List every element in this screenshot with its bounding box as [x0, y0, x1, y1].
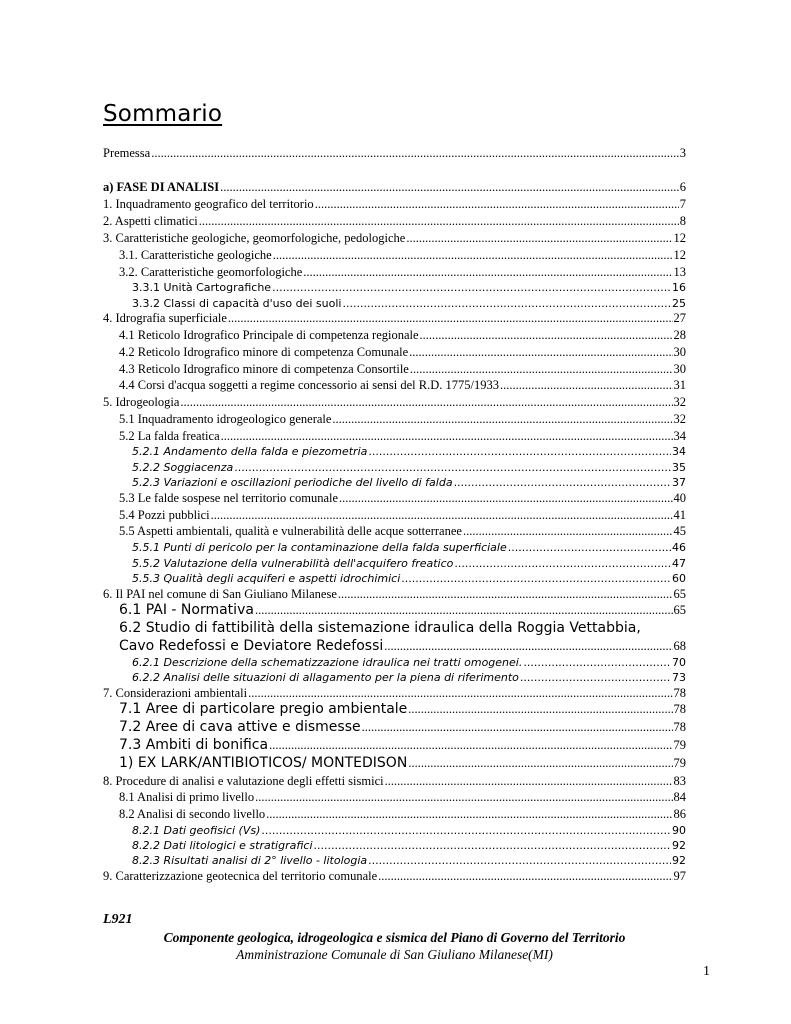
toc-entry-label: 6.2.1 Descrizione della schematizzazione idraulica nei tratti omogenei. [132, 656, 523, 669]
toc-dot-leader [520, 671, 671, 684]
toc-dot-leader [338, 587, 673, 602]
toc-entry-page: 84 [673, 790, 686, 804]
document-title: Sommario [103, 101, 223, 127]
toc-entry-page: 13 [673, 265, 686, 279]
toc-entry[interactable] [119, 412, 686, 427]
toc-entry-label: Premessa [103, 146, 151, 160]
toc-dot-leader [500, 378, 673, 393]
toc-dot-leader [255, 603, 673, 618]
toc-entry[interactable] [132, 839, 686, 852]
toc-entry[interactable] [103, 395, 686, 410]
toc-entry-page: 12 [673, 231, 686, 245]
toc-entry[interactable] [119, 362, 686, 377]
toc-entry-label: 5.2.2 Soggiacenza [132, 461, 234, 474]
toc-dot-leader [409, 345, 672, 360]
toc-entry-label: 8.2 Analisi di secondo livello [119, 807, 266, 821]
toc-dot-leader [221, 429, 673, 444]
toc-dot-leader [454, 476, 671, 489]
toc-entry-page: 7 [679, 197, 686, 211]
toc-dot-leader [368, 854, 671, 867]
toc-entry-label: 4.2 Reticolo Idrografico minore di competenza Comunale [119, 345, 409, 359]
toc-entry[interactable] [103, 180, 686, 195]
toc-entry-page: 34 [673, 429, 686, 443]
toc-entry[interactable] [103, 214, 686, 229]
toc-entry-page: 12 [673, 248, 686, 262]
toc-entry[interactable] [103, 311, 686, 326]
toc-entry-label: 5.2.1 Andamento della falda e piezometria [132, 445, 368, 458]
toc-dot-leader [420, 328, 673, 343]
toc-dot-leader [408, 756, 672, 771]
toc-entry-label: 4.1 Reticolo Idrografico Principale di competenza regionale [119, 328, 419, 342]
toc-entry-page: 73 [672, 671, 686, 684]
toc-entry-label: 7.3 Ambiti di bonifica [119, 737, 269, 753]
toc-entry-label: 7. Considerazioni ambientali [103, 686, 248, 700]
toc-entry-page: 6 [679, 180, 686, 194]
toc-entry-page: 65 [673, 587, 686, 601]
toc-dot-leader [408, 702, 672, 717]
toc-entry[interactable] [132, 541, 686, 554]
toc-entry[interactable] [119, 265, 686, 280]
toc-entry-page: 92 [672, 854, 686, 867]
toc-entry-page: 8 [679, 214, 686, 228]
toc-entry-page: 60 [672, 572, 686, 585]
toc-dot-leader [454, 557, 671, 570]
toc-entry-page: 92 [672, 839, 686, 852]
toc-entry[interactable] [119, 328, 686, 343]
toc-entry-label: 3.3.1 Unità Cartografiche [132, 281, 272, 294]
toc-entry-page: 32 [673, 412, 686, 426]
toc-entry-page: 27 [673, 311, 686, 325]
toc-entry[interactable] [119, 638, 686, 654]
toc-entry-label: 5.1 Inquadramento idrogeologico generale [119, 412, 332, 426]
toc-entry[interactable] [119, 807, 686, 822]
toc-dot-leader [273, 248, 673, 263]
toc-entry-label: 3.3.2 Classi di capacità d'uso dei suoli [132, 297, 342, 310]
toc-entry-page: 97 [673, 869, 686, 883]
toc-dot-leader [199, 214, 679, 229]
document-code: L921 [103, 912, 133, 927]
toc-entry-page: 28 [673, 328, 686, 342]
toc-entry-page: 68 [673, 639, 686, 653]
toc-dot-leader [266, 807, 672, 822]
toc-entry-page: 30 [673, 345, 686, 359]
toc-dot-leader [234, 461, 671, 474]
toc-entry[interactable] [119, 508, 686, 523]
toc-dot-leader [384, 639, 672, 654]
toc-entry-label: 5.5.1 Punti di pericolo per la contaminazione della falda superficiale [132, 541, 507, 554]
toc-entry-label: 1) EX LARK/ANTIBIOTICOS/ MONTEDISON [119, 755, 408, 771]
toc-entry-page: 83 [673, 774, 686, 788]
toc-dot-leader [368, 445, 671, 458]
toc-entry[interactable] [103, 869, 686, 884]
toc-entry[interactable] [119, 602, 686, 618]
toc-dot-leader [211, 508, 673, 523]
toc-entry-label: 4. Idrografia superficiale [103, 311, 227, 325]
toc-entry[interactable] [119, 429, 686, 444]
toc-entry-label: Cavo Redefossi e Deviatore Redefossi [119, 638, 384, 654]
toc-entry[interactable] [103, 231, 686, 246]
toc-entry-label: 5. Idrogeologia [103, 395, 180, 409]
toc-entry[interactable] [119, 719, 686, 735]
page-number: 1 [703, 964, 710, 979]
toc-entry[interactable] [132, 671, 686, 684]
toc-entry[interactable] [103, 686, 686, 701]
toc-entry[interactable] [119, 524, 686, 539]
toc-entry-label: 3. Caratteristiche geologiche, geomorfologiche, pedologiche [103, 231, 406, 245]
toc-entry[interactable] [132, 572, 686, 585]
toc-entry[interactable] [132, 461, 686, 474]
toc-entry-page: 65 [673, 603, 686, 617]
toc-dot-leader [220, 180, 679, 195]
toc-entry-label: 6.1 PAI - Normativa [119, 602, 254, 618]
toc-entry-label: 5.2 La falda freatica [119, 429, 220, 443]
footer-project-title: Componente geologica, idrogeologica e sismica del Piano di Governo del Territorio [163, 930, 626, 945]
toc-entry[interactable] [103, 774, 686, 789]
toc-entry[interactable] [119, 790, 686, 805]
toc-dot-leader [401, 572, 671, 585]
toc-dot-leader [339, 491, 672, 506]
toc-entry-page: 25 [672, 297, 686, 310]
toc-dot-leader [342, 297, 671, 310]
toc-entry-label: 4.3 Reticolo Idrografico minore di competenza Consortile [119, 362, 409, 376]
toc-entry-page: 47 [672, 557, 686, 570]
toc-entry-page: 37 [672, 476, 686, 489]
toc-dot-leader [463, 524, 673, 539]
toc-entry-label: 8.2.1 Dati geofisici (Vs) [132, 824, 261, 837]
footer-administration: Amministrazione Comunale di San Giuliano Milanese(MI) [236, 947, 553, 962]
toc-dot-leader [410, 362, 673, 377]
toc-entry-page: 79 [673, 756, 686, 770]
toc-entry[interactable] [132, 557, 686, 570]
toc-dot-leader [255, 790, 672, 805]
toc-entry-page: 32 [673, 395, 686, 409]
toc-dot-leader [272, 281, 671, 294]
toc-dot-leader [303, 265, 672, 280]
toc-entry-page: 41 [673, 508, 686, 522]
toc-entry-page: 78 [673, 686, 686, 700]
toc-dot-leader [362, 720, 673, 735]
toc-dot-leader [315, 197, 679, 212]
toc-dot-leader [314, 839, 671, 852]
toc-entry-label: 5.5 Aspetti ambientali, qualità e vulnerabilità delle acque sotterranee [119, 524, 462, 538]
toc-entry-label: 5.2.3 Variazioni e oscillazioni periodiche del livello di falda [132, 476, 453, 489]
toc-entry[interactable] [132, 297, 686, 310]
toc-entry[interactable] [103, 146, 686, 161]
toc-dot-leader [228, 311, 673, 326]
toc-entry[interactable] [119, 620, 686, 636]
toc-entry-label: 6.2 Studio di fattibilità della sistemazione idraulica della Roggia Vettabbia, [119, 620, 641, 636]
toc-entry-label: 8.1 Analisi di primo livello [119, 790, 255, 804]
toc-entry-label: 2. Aspetti climatici [103, 214, 198, 228]
toc-entry[interactable] [119, 345, 686, 360]
toc-dot-leader [248, 686, 672, 701]
toc-entry-page: 35 [672, 461, 686, 474]
toc-entry-page: 3 [679, 146, 686, 160]
toc-dot-leader [378, 869, 672, 884]
toc-entry-label: 4.4 Corsi d'acqua soggetti a regime concessorio ai sensi del R.D. 1775/1933 [119, 378, 499, 392]
toc-entry-page: 40 [673, 491, 686, 505]
toc-entry-page: 30 [673, 362, 686, 376]
toc-entry-label: 8.2.2 Dati litologici e stratigrafici [132, 839, 313, 852]
toc-entry-page: 34 [672, 445, 686, 458]
toc-entry[interactable] [103, 197, 686, 212]
toc-dot-leader [332, 412, 672, 427]
toc-entry-page: 31 [673, 378, 686, 392]
toc-entry-label: 8. Procedure di analisi e valutazione degli effetti sismici [103, 774, 384, 788]
toc-dot-leader [261, 824, 671, 837]
toc-dot-leader [151, 146, 679, 161]
toc-dot-leader [180, 395, 672, 410]
toc-entry[interactable] [132, 445, 686, 458]
toc-entry[interactable] [103, 587, 686, 602]
toc-entry-label: 5.3 Le falde sospese nel territorio comunale [119, 491, 339, 505]
toc-entry-page: 16 [672, 281, 686, 294]
toc-entry-label: 5.4 Pozzi pubblici [119, 508, 210, 522]
toc-entry-label: 1. Inquadramento geografico del territorio [103, 197, 314, 211]
toc-entry-page: 86 [673, 807, 686, 821]
toc-dot-leader [523, 656, 671, 669]
toc-entry-label: 5.5.2 Valutazione della vulnerabilità dell'acquifero freatico [132, 557, 454, 570]
toc-entry[interactable] [119, 755, 686, 771]
toc-dot-leader [508, 541, 671, 554]
toc-dot-leader [269, 738, 672, 753]
toc-entry[interactable] [132, 854, 686, 867]
toc-entry[interactable] [119, 378, 686, 393]
toc-entry-label: 8.2.3 Risultati analisi di 2° livello - litologia [132, 854, 368, 867]
toc-entry-label: 9. Caratterizzazione geotecnica del territorio comunale [103, 869, 378, 883]
toc-entry-label: 5.5.3 Qualità degli acquiferi e aspetti idrochimici [132, 572, 401, 585]
toc-entry-label: 3.1. Caratteristiche geologiche [119, 248, 272, 262]
toc-entry-page: 79 [673, 738, 686, 752]
toc-entry[interactable] [119, 248, 686, 263]
toc-dot-leader [406, 231, 672, 246]
toc-entry[interactable] [132, 281, 686, 294]
toc-entry[interactable] [132, 476, 686, 489]
toc-entry-label: 6. Il PAI nel comune di San Giuliano Milanese [103, 587, 337, 601]
toc-entry-page: 78 [673, 702, 686, 716]
toc-entry-page: 78 [673, 720, 686, 734]
toc-entry[interactable] [119, 491, 686, 506]
toc-entry[interactable] [119, 701, 686, 717]
toc-entry-label: 7.2 Aree di cava attive e dismesse [119, 719, 361, 735]
toc-entry[interactable] [132, 656, 686, 669]
toc-entry[interactable] [119, 737, 686, 753]
toc-entry-label: 7.1 Aree di particolare pregio ambientale [119, 701, 408, 717]
toc-entry[interactable] [132, 824, 686, 837]
toc-dot-leader [385, 774, 673, 789]
toc-entry-label: 3.2. Caratteristiche geomorfologiche [119, 265, 303, 279]
toc-entry-page: 46 [672, 541, 686, 554]
toc-entry-page: 90 [672, 824, 686, 837]
toc-entry-page: 70 [672, 656, 686, 669]
toc-entry-label: 6.2.2 Analisi delle situazioni di allagamento per la piena di riferimento [132, 671, 519, 684]
toc-entry-page: 45 [673, 524, 686, 538]
toc-entry-label: a) FASE DI ANALISI [103, 180, 220, 194]
